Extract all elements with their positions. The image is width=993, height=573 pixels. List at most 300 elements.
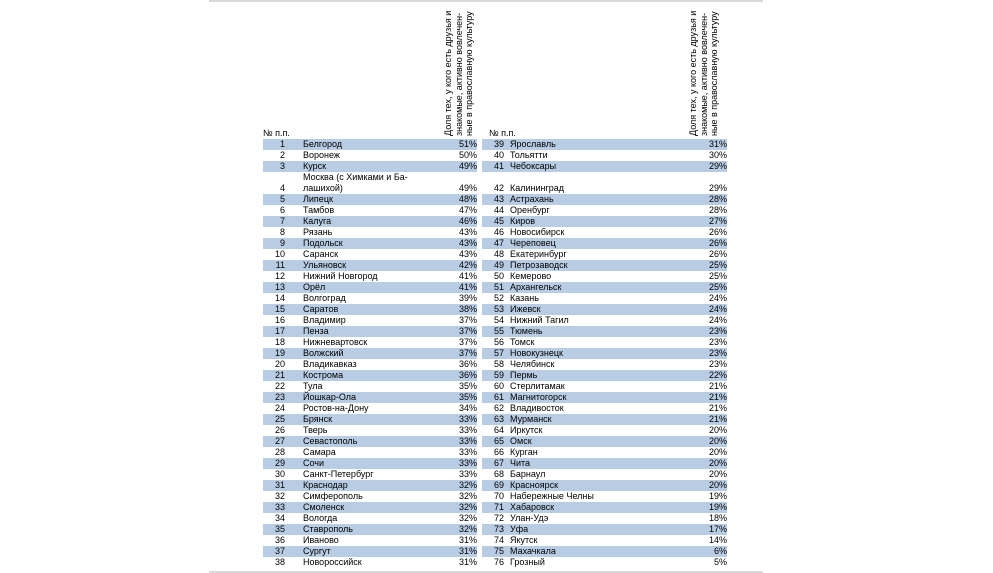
city-name: Пермь (510, 370, 538, 380)
city-name: Петрозаводск (510, 260, 568, 270)
city-name: Нижневартовск (303, 337, 368, 347)
right-number-header: № п.п. (489, 128, 516, 138)
city-name: Калининград (510, 183, 565, 193)
table-row (482, 436, 727, 447)
city-name: Сургут (303, 546, 331, 556)
share-value: 48% (458, 194, 477, 204)
city-name: Самара (303, 447, 336, 457)
left-share-header (443, 11, 475, 136)
row-number: 26 (274, 425, 285, 435)
share-value: 28% (708, 205, 727, 215)
city-name: Новокузнецк (510, 348, 563, 358)
share-value: 22% (708, 370, 727, 380)
share-value: 35% (458, 392, 477, 402)
table-row (482, 205, 727, 216)
table-row (263, 326, 477, 337)
share-value: 24% (708, 315, 727, 325)
share-value: 24% (708, 293, 727, 303)
share-value: 31% (458, 546, 477, 556)
row-number: 46 (493, 227, 504, 237)
table-row (263, 513, 477, 524)
city-name: Екатеринбург (510, 249, 567, 259)
share-value: 18% (708, 513, 727, 523)
city-name: Томск (510, 337, 535, 347)
table-row (482, 139, 727, 150)
table-row (263, 194, 477, 205)
city-name: Рязань (303, 227, 333, 237)
share-value: 6% (713, 546, 727, 556)
table-row (482, 348, 727, 359)
table-row (263, 502, 477, 513)
row-number: 28 (274, 447, 285, 457)
share-value: 26% (708, 249, 727, 259)
row-number: 62 (493, 403, 504, 413)
city-name: Волжский (303, 348, 344, 358)
share-value: 33% (458, 425, 477, 435)
city-name: Брянск (303, 414, 333, 424)
row-number: 5 (279, 194, 285, 204)
share-value: 20% (708, 425, 727, 435)
right-share-header-line2: знакомые, активно вовлечен- (698, 12, 709, 136)
table-row (482, 271, 727, 282)
city-name: Нижний Новгород (303, 271, 378, 281)
city-name: Оренбург (510, 205, 550, 215)
left-share-header-line3: ные в православную культуру (464, 11, 474, 136)
city-name: Новосибирск (510, 227, 565, 237)
table-row (482, 502, 727, 513)
table-row (482, 425, 727, 436)
table-row (482, 546, 727, 557)
city-name: Владикавказ (303, 359, 357, 369)
row-number: 24 (274, 403, 285, 413)
city-name-line: Москва (с Химками и Ба- (303, 172, 408, 182)
row-number: 52 (493, 293, 504, 303)
city-name: Улан-Удэ (510, 513, 549, 523)
city-name: Астрахань (510, 194, 554, 204)
row-number: 11 (275, 260, 285, 270)
city-name: Волгоград (303, 293, 346, 303)
table-row (482, 469, 727, 480)
right-share-header-line1: Доля тех, у кого есть друзья и (688, 10, 698, 136)
city-name: Кострома (303, 370, 344, 380)
row-number: 48 (493, 249, 504, 259)
row-number: 47 (493, 238, 504, 248)
city-name: Пенза (303, 326, 329, 336)
share-value: 33% (458, 458, 477, 468)
table-row (482, 337, 727, 348)
right-share-header (688, 11, 720, 136)
row-number: 30 (274, 469, 285, 479)
row-number: 59 (493, 370, 504, 380)
share-value: 33% (458, 447, 477, 457)
row-number: 55 (493, 326, 504, 336)
city-name: Уфа (510, 524, 529, 534)
row-number: 4 (279, 183, 285, 193)
table-row (482, 227, 727, 238)
city-name: Якутск (510, 535, 538, 545)
row-number: 73 (493, 524, 504, 534)
share-value: 5% (713, 557, 727, 567)
city-name: Стерлитамак (510, 381, 565, 391)
city-name: Смоленск (303, 502, 345, 512)
share-value: 33% (458, 469, 477, 479)
row-number: 54 (493, 315, 504, 325)
row-number: 15 (274, 304, 285, 314)
row-number: 16 (274, 315, 285, 325)
city-name: Красноярск (510, 480, 559, 490)
table-row (263, 546, 477, 557)
table-row (482, 447, 727, 458)
table-row (482, 150, 727, 161)
share-value: 33% (458, 414, 477, 424)
table-row (482, 194, 727, 205)
row-number: 50 (493, 271, 504, 281)
row-number: 71 (493, 502, 504, 512)
left-number-header: № п.п. (263, 128, 290, 138)
city-name: Кемерово (510, 271, 552, 281)
table-row (482, 491, 727, 502)
share-value: 20% (708, 447, 727, 457)
share-value: 23% (708, 326, 727, 336)
city-name: Владивосток (510, 403, 564, 413)
row-number: 68 (493, 469, 504, 479)
city-name-line: лашихой) (303, 183, 343, 193)
table-row (482, 513, 727, 524)
city-name: Тверь (303, 425, 328, 435)
row-number: 61 (493, 392, 504, 402)
share-value: 21% (708, 381, 727, 391)
share-value: 25% (708, 271, 727, 281)
city-name: Челябинск (510, 359, 555, 369)
share-value: 30% (708, 150, 727, 160)
share-value: 14% (708, 535, 727, 545)
table-row (263, 139, 477, 150)
share-value: 27% (708, 216, 727, 226)
table-row (263, 425, 477, 436)
city-name: Киров (510, 216, 536, 226)
share-value: 32% (458, 491, 477, 501)
city-name: Калуга (303, 216, 332, 226)
row-number: 6 (279, 205, 285, 215)
left-share-header-line2: знакомые, активно вовлечен- (453, 12, 464, 136)
left-share-header-line1: Доля тех, у кого есть друзья и (443, 10, 453, 136)
share-value: 37% (458, 326, 477, 336)
table-row (263, 480, 477, 491)
table-row (263, 150, 477, 161)
share-value: 50% (458, 150, 477, 160)
table-row (263, 403, 477, 414)
share-value: 25% (708, 260, 727, 270)
row-number: 41 (493, 161, 504, 171)
row-number: 29 (274, 458, 285, 468)
city-name: Казань (510, 293, 539, 303)
row-number: 36 (274, 535, 285, 545)
row-number: 76 (493, 557, 504, 567)
row-number: 38 (274, 557, 285, 567)
city-name: Тюмень (510, 326, 543, 336)
city-name: Ставрополь (303, 524, 353, 534)
row-number: 37 (274, 546, 285, 556)
city-name: Тольятти (510, 150, 548, 160)
city-name: Санкт-Петербург (303, 469, 374, 479)
share-value: 39% (458, 293, 477, 303)
share-value: 32% (458, 480, 477, 490)
city-name: Чебоксары (510, 161, 557, 171)
share-value: 26% (708, 227, 727, 237)
row-number: 72 (493, 513, 504, 523)
row-number: 17 (274, 326, 285, 336)
table-row (482, 414, 727, 425)
share-value: 29% (708, 161, 727, 171)
share-value: 36% (458, 370, 477, 380)
city-name: Липецк (303, 194, 333, 204)
city-name: Иваново (303, 535, 339, 545)
city-name: Хабаровск (510, 502, 555, 512)
table-row (482, 304, 727, 315)
table-row (482, 458, 727, 469)
row-number: 18 (274, 337, 285, 347)
row-number: 10 (274, 249, 285, 259)
city-name: Омск (510, 436, 532, 446)
share-value: 28% (708, 194, 727, 204)
share-value: 32% (458, 524, 477, 534)
share-value: 17% (708, 524, 727, 534)
table-row (263, 469, 477, 480)
row-number: 31 (274, 480, 285, 490)
table-row (263, 337, 477, 348)
share-value: 19% (708, 491, 727, 501)
share-value: 37% (458, 337, 477, 347)
share-value: 43% (458, 249, 477, 259)
city-name: Иркутск (510, 425, 543, 435)
city-name: Йошкар-Ола (303, 392, 356, 402)
table-row (482, 326, 727, 337)
table-row (263, 271, 477, 282)
table-row (263, 392, 477, 403)
row-number: 39 (493, 139, 504, 149)
table-row (263, 458, 477, 469)
city-name: Магнитогорск (510, 392, 567, 402)
row-number: 63 (493, 414, 504, 424)
row-number: 51 (493, 282, 504, 292)
city-name: Барнаул (510, 469, 546, 479)
row-number: 35 (274, 524, 285, 534)
table-row (263, 436, 477, 447)
share-value: 49% (458, 161, 477, 171)
share-value: 29% (708, 183, 727, 193)
document-page (209, 0, 763, 573)
share-value: 37% (458, 348, 477, 358)
city-name: Воронеж (303, 150, 340, 160)
share-value: 34% (458, 403, 477, 413)
row-number: 75 (493, 546, 504, 556)
row-number: 9 (279, 238, 285, 248)
city-name: Набережные Челны (510, 491, 594, 501)
table-row (263, 381, 477, 392)
share-value: 23% (708, 359, 727, 369)
city-name: Ульяновск (303, 260, 347, 270)
table-row (263, 315, 477, 326)
share-value: 24% (708, 304, 727, 314)
share-value: 35% (458, 381, 477, 391)
share-value: 32% (458, 513, 477, 523)
table-row (263, 293, 477, 304)
row-number: 13 (274, 282, 285, 292)
table-row (263, 238, 477, 249)
city-name: Севастополь (303, 436, 358, 446)
row-number: 45 (493, 216, 504, 226)
table-row (263, 557, 477, 568)
table-row (263, 205, 477, 216)
row-number: 66 (493, 447, 504, 457)
share-value: 23% (708, 348, 727, 358)
share-value: 32% (458, 502, 477, 512)
city-name: Саратов (303, 304, 339, 314)
row-number: 67 (493, 458, 504, 468)
city-name: Тула (303, 381, 323, 391)
city-name: Белгород (303, 139, 343, 149)
city-name: Ростов-на-Дону (303, 403, 369, 413)
share-value: 43% (458, 238, 477, 248)
table-row (263, 304, 477, 315)
city-name: Ярославль (510, 139, 556, 149)
row-number: 7 (279, 216, 285, 226)
share-value: 20% (708, 458, 727, 468)
table-row (482, 535, 727, 546)
right-share-header-line3: ные в православную культуру (709, 11, 719, 136)
city-name: Нижний Тагил (510, 315, 569, 325)
row-number: 23 (274, 392, 285, 402)
share-value: 31% (458, 535, 477, 545)
table-row (482, 238, 727, 249)
left-table (263, 139, 477, 568)
share-value: 41% (458, 282, 477, 292)
row-number: 20 (274, 359, 285, 369)
city-name: Чита (510, 458, 531, 468)
city-name: Сочи (303, 458, 325, 468)
city-name (303, 172, 423, 194)
row-number: 53 (493, 304, 504, 314)
share-value: 23% (708, 337, 727, 347)
city-name: Курган (510, 447, 538, 457)
table-row (482, 293, 727, 304)
table-row (482, 381, 727, 392)
share-value: 43% (458, 227, 477, 237)
share-value: 21% (708, 392, 727, 402)
row-number: 44 (493, 205, 504, 215)
city-name: Грозный (510, 557, 545, 567)
table-row (482, 392, 727, 403)
city-name: Орёл (303, 282, 326, 292)
row-number: 8 (279, 227, 285, 237)
table-row (482, 172, 727, 194)
share-value: 21% (708, 414, 727, 424)
table-row (482, 403, 727, 414)
share-value: 47% (458, 205, 477, 215)
row-number: 42 (493, 183, 504, 193)
share-value: 46% (458, 216, 477, 226)
row-number: 27 (274, 436, 285, 446)
row-number: 25 (274, 414, 285, 424)
share-value: 20% (708, 480, 727, 490)
table-row (482, 282, 727, 293)
share-value: 41% (458, 271, 477, 281)
row-number: 1 (279, 139, 285, 149)
table-row (482, 480, 727, 491)
city-name: Курск (303, 161, 327, 171)
table-row (263, 447, 477, 458)
row-number: 49 (493, 260, 504, 270)
row-number: 3 (279, 161, 285, 171)
table-row (482, 260, 727, 271)
table-row (263, 491, 477, 502)
table-row (263, 359, 477, 370)
table-row (482, 370, 727, 381)
city-name: Ижевск (510, 304, 541, 314)
row-number: 34 (274, 513, 285, 523)
row-number: 43 (493, 194, 504, 204)
table-row (482, 315, 727, 326)
share-value: 51% (458, 139, 477, 149)
table-row (263, 524, 477, 535)
share-value: 38% (458, 304, 477, 314)
share-value: 33% (458, 436, 477, 446)
share-value: 26% (708, 238, 727, 248)
row-number: 56 (493, 337, 504, 347)
right-table (482, 139, 727, 568)
table-row (263, 227, 477, 238)
row-number: 19 (274, 348, 285, 358)
table-row (482, 524, 727, 535)
row-number: 60 (493, 381, 504, 391)
row-number: 69 (493, 480, 504, 490)
city-name: Краснодар (303, 480, 348, 490)
table-row (482, 216, 727, 227)
share-value: 19% (708, 502, 727, 512)
city-name: Череповец (510, 238, 556, 248)
share-value: 31% (458, 557, 477, 567)
table-row (482, 557, 727, 568)
share-value: 20% (708, 469, 727, 479)
row-number: 65 (493, 436, 504, 446)
city-name: Тамбов (303, 205, 335, 215)
row-number: 57 (493, 348, 504, 358)
row-number: 2 (279, 150, 285, 160)
table-row (263, 370, 477, 381)
city-name: Вологда (303, 513, 338, 523)
row-number: 21 (274, 370, 285, 380)
table-row (263, 414, 477, 425)
city-name: Архангельск (510, 282, 562, 292)
city-name: Подольск (303, 238, 343, 248)
city-name: Владимир (303, 315, 346, 325)
table-row (263, 535, 477, 546)
row-number: 14 (274, 293, 285, 303)
share-value: 49% (458, 183, 477, 193)
table-row (482, 249, 727, 260)
table-row (263, 249, 477, 260)
row-number: 33 (274, 502, 285, 512)
share-value: 36% (458, 359, 477, 369)
city-name: Махачкала (510, 546, 556, 556)
row-number: 74 (493, 535, 504, 545)
table-row (482, 161, 727, 172)
table-row (263, 161, 477, 172)
row-number: 58 (493, 359, 504, 369)
table-row (263, 260, 477, 271)
city-name: Симферополь (303, 491, 363, 501)
share-value: 25% (708, 282, 727, 292)
